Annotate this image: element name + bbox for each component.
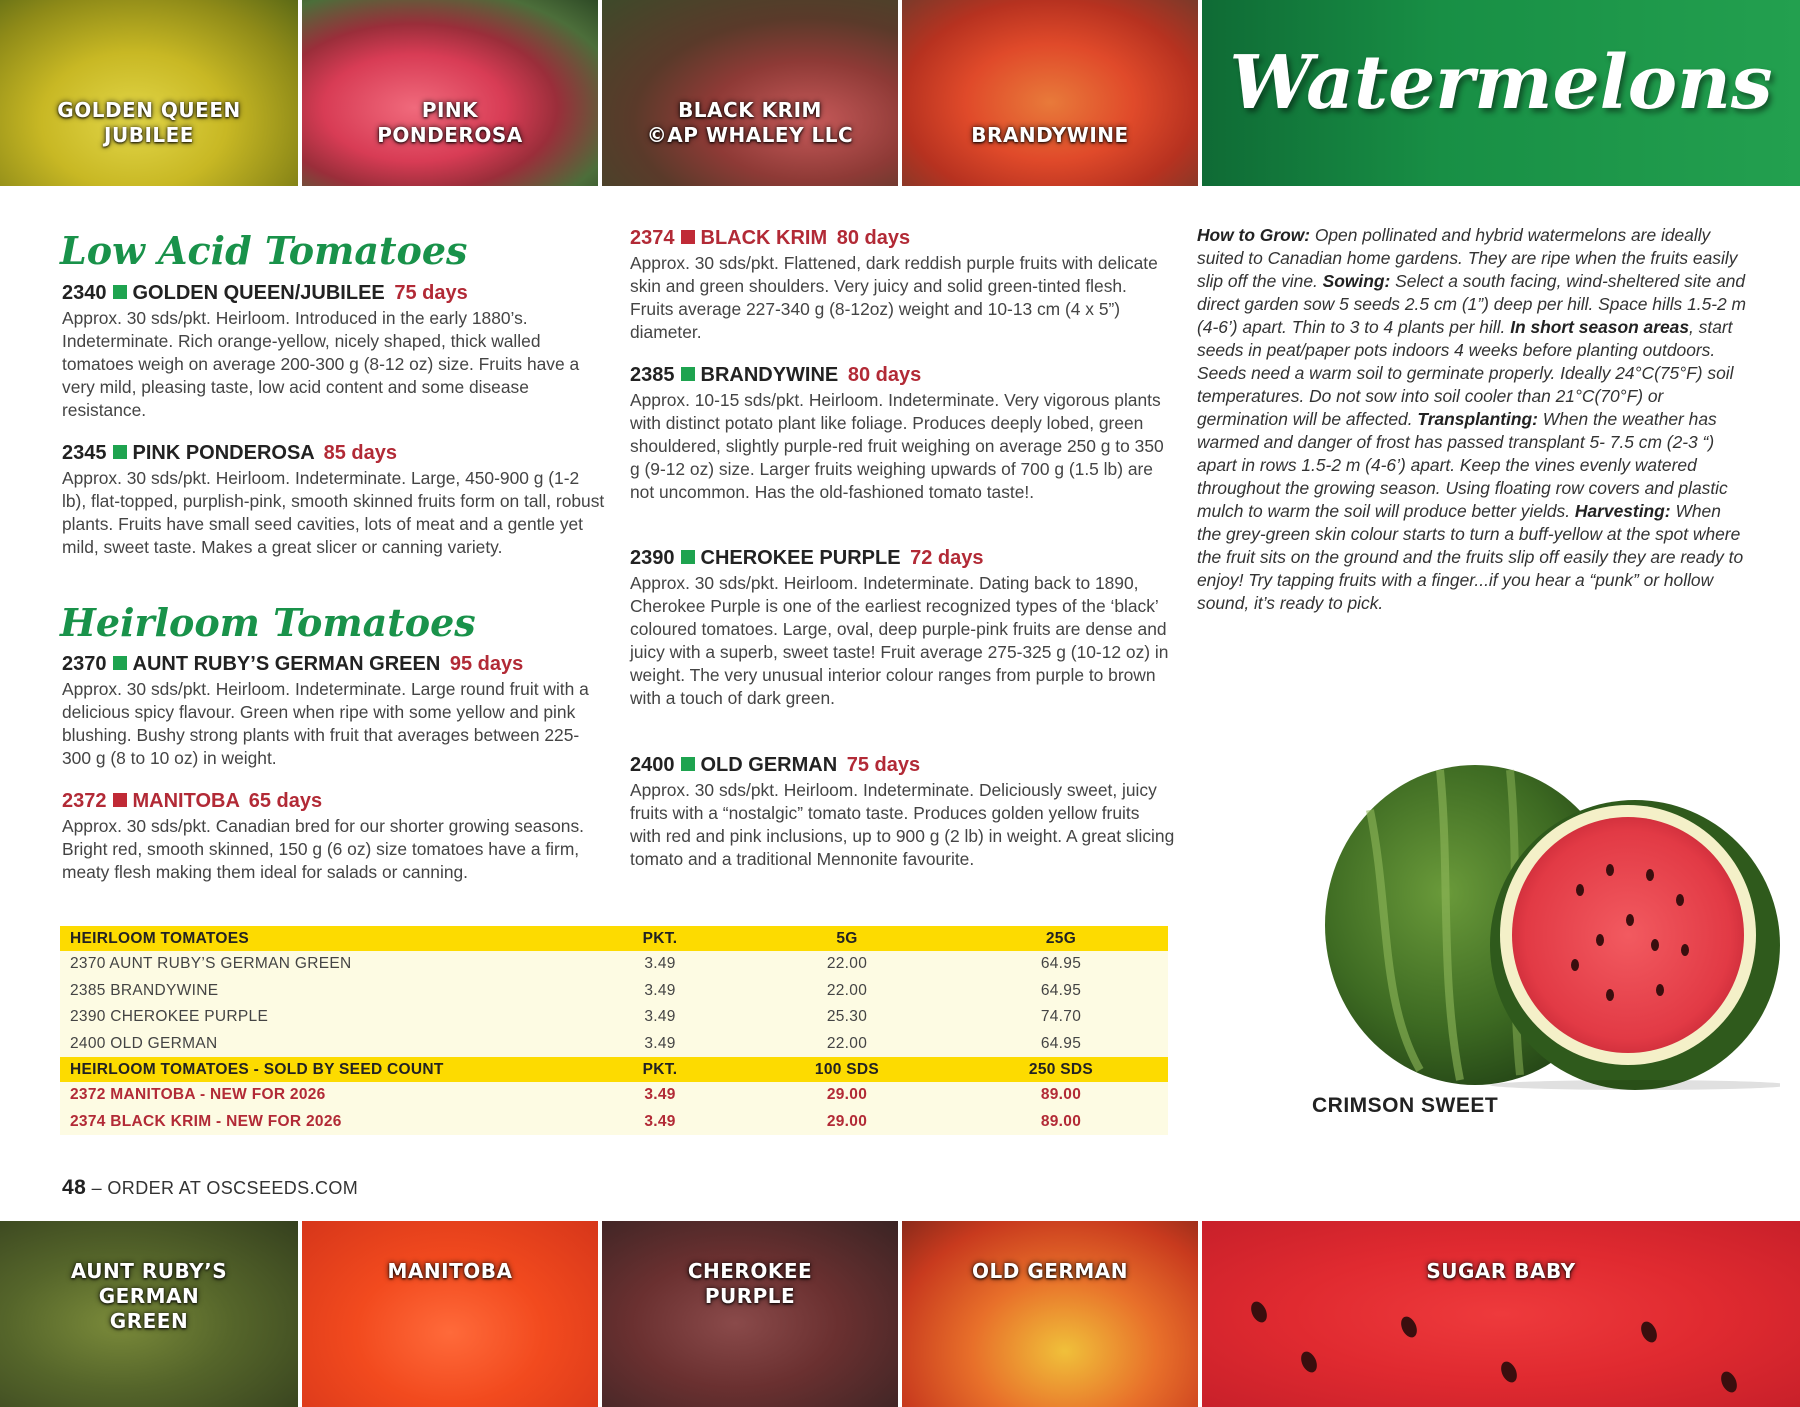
product-2385: [630, 362, 1175, 504]
photo-cherokee-purple: [602, 1221, 898, 1407]
product-description: Approx. 30 sds/pkt. Heirloom. Indeterminate. Dating back to 1890, Cherokee Purple is one of the earliest recognized types of the ‘black’ coloured tomatoes. Large, oval, deep purple-pink fruits are dense and juicy with a superb, sweet taste! Fruit average 275-325 g (10-12 oz) in weight. The very unusual interior colour ranges from purple to brown with a touch of dark green.: [630, 573, 1169, 708]
table-row: 2370 AUNT RUBY’S GERMAN GREEN 3.49 22.00 64.95: [60, 951, 1168, 978]
watermelons-banner: [1202, 0, 1800, 186]
photo-caption: SUGAR BABY: [1426, 1259, 1576, 1283]
table-row: 2374 BLACK KRIM - NEW FOR 2026 3.49 29.00 89.00: [60, 1109, 1168, 1136]
product-description: Approx. 30 sds/pkt. Flattened, dark reddish purple fruits with delicate skin and green shoulders. Very juicy and solid green-tinted flesh. Fruits average 227-340 g (8-12oz) weight and 10-13 cm (4 x 5”) diameter.: [630, 253, 1158, 342]
product-heading: 2345 PINK PONDEROSA 85 days: [62, 442, 397, 464]
photo-brandywine: [902, 0, 1198, 186]
product-2340: [62, 280, 607, 422]
product-description: Approx. 30 sds/pkt. Heirloom. Introduced in the early 1880’s. Indeterminate. Rich orange-yellow, nicely shaped, thick walled tomatoes weigh on average 200-300 g (8-12 oz) size. Fruits have a very mild, pleasing taste, low acid content and some disease resistance.: [62, 308, 580, 420]
table-row: 2372 MANITOBA - NEW FOR 2026 3.49 29.00 89.00: [60, 1082, 1168, 1109]
product-heading: 2370 AUNT RUBY’S GERMAN GREEN 95 days: [62, 653, 524, 675]
green-square-icon: [113, 445, 127, 459]
page-footer: 48 – ORDER AT OSCSEEDS.COM: [62, 1176, 359, 1199]
table-header: HEIRLOOM TOMATOES - SOLD BY SEED COUNT PKT. 100 SDS 250 SDS: [60, 1057, 1168, 1082]
table-row: 2400 OLD GERMAN 3.49 22.00 64.95: [60, 1031, 1168, 1058]
photo-black-krim: [602, 0, 898, 186]
photo-caption: BRANDYWINE: [971, 123, 1129, 147]
red-square-icon: [681, 230, 695, 244]
green-square-icon: [113, 285, 127, 299]
product-heading: 2400 OLD GERMAN 75 days: [630, 754, 921, 776]
photo-pink-ponderosa: [302, 0, 598, 186]
product-description: Approx. 30 sds/pkt. Canadian bred for our shorter growing seasons. Bright red, smooth skinned, 150 g (6 oz) size tomatoes have a firm, meaty flesh making them ideal for salads or canning.: [62, 816, 585, 882]
product-heading: 2372 MANITOBA 65 days: [62, 790, 323, 812]
photo-sugar-baby: [1202, 1221, 1800, 1407]
photo-caption: CHEROKEE PURPLE: [687, 1259, 813, 1308]
product-heading: 2340 GOLDEN QUEEN/JUBILEE 75 days: [62, 282, 468, 304]
order-link-text: ORDER AT OSCSEEDS.COM: [107, 1178, 359, 1198]
table-header: HEIRLOOM TOMATOES PKT. 5G 25G: [60, 926, 1168, 951]
seed-shape: [1398, 1314, 1420, 1340]
product-2372: [62, 788, 607, 884]
table-row: 2390 CHEROKEE PURPLE 3.49 25.30 74.70: [60, 1004, 1168, 1031]
table-row: 2385 BRANDYWINE 3.49 22.00 64.95: [60, 978, 1168, 1005]
photo-caption: AUNT RUBY’S GERMAN GREEN: [70, 1259, 228, 1333]
how-to-grow-text: How to Grow: Open pollinated and hybrid watermelons are ideally suited to Canadian home gardens. They are ripe when the fruits easily slip off the vine. Sowing: Select a south facing, wind-sheltered site and direct garden sow 5 seeds 2.5 cm (1”) deep per hill. Space hills 1.5-2 m (4-6’) apart. Thin to 3 to 4 plants per hill. In short season areas, start seeds in peat/paper pots indoors 4 weeks before planting outdoors. Seeds need a warm soil to germinate properly. Ideally 24°C(75°F) soil temperatures. Do not sow into soil cooler than 21°C(70°F) or germination will be affected. Transplanting: When the weather has warmed and danger of frost has passed transplant 5- 7.5 cm (2-3 “) apart in rows 1.5-2 m (4-6’) apart. Keep the vines evenly watered throughout the growing season. Using floating row covers and plastic mulch to warm the soil will produce better yields. Harvesting: When the grey-green skin colour starts to turn a buff-yellow at the spot where the fruit sits on the ground and the fruits slip off easily they are ready to enjoy! Try tapping fruits with a finger...if you hear a “punk” or hollow sound, it’s ready to pick.: [1197, 225, 1747, 613]
photo-manitoba: [302, 1221, 598, 1407]
photo-caption: MANITOBA: [387, 1259, 513, 1283]
product-2400: [630, 752, 1175, 871]
product-description: Approx. 30 sds/pkt. Heirloom. Indeterminate. Deliciously sweet, juicy fruits with a “nostalgic” tomato taste. Produces golden yellow fruits with red and pink inclusions, up to 900 g (2 lb) in weight. A great slicing tomato and a traditional Mennonite favourite.: [630, 780, 1175, 869]
photo-caption: BLACK KRIM ©AP WHALEY LLC: [646, 98, 854, 147]
photo-old-german: [902, 1221, 1198, 1407]
photo-caption: OLD GERMAN: [972, 1259, 1128, 1283]
watermelon-image: [1310, 750, 1780, 1090]
product-heading: 2390 CHEROKEE PURPLE 72 days: [630, 547, 984, 569]
green-square-icon: [681, 550, 695, 564]
product-heading: 2385 BRANDYWINE 80 days: [630, 364, 922, 386]
seed-shape: [1718, 1369, 1740, 1395]
green-square-icon: [681, 757, 695, 771]
melon-caption: CRIMSON SWEET: [1312, 1094, 1499, 1117]
page-number: 48: [62, 1176, 87, 1199]
price-table-heirloom: [60, 926, 1168, 1135]
product-2370: [62, 651, 607, 770]
product-description: Approx. 30 sds/pkt. Heirloom. Indeterminate. Large round fruit with a delicious spicy flavour. Green when ripe with some yellow and pink blushing. Bushy strong plants with fruit that averages between 225-300 g (8 to 10 oz) in weight.: [62, 679, 589, 768]
photo-caption: GOLDEN QUEEN JUBILEE: [57, 98, 241, 147]
product-heading: 2374 BLACK KRIM 80 days: [630, 227, 911, 249]
photo-caption: PINK PONDEROSA: [377, 98, 523, 147]
product-2345: [62, 440, 607, 559]
seed-shape: [1638, 1319, 1660, 1345]
green-square-icon: [681, 367, 695, 381]
product-description: Approx. 10-15 sds/pkt. Heirloom. Indeterminate. Very vigorous plants with distinct potato plant like foliage. Produces deeply lobed, green shouldered, slightly purple-red fruit weighing on average 250 g to 350 g (9-12 oz) size. Larger fruits weighing upwards of 700 g (1.5 lb) are not uncommon. Has the old-fashioned tomato taste!.: [630, 390, 1164, 502]
photo-golden-queen-jubilee: [0, 0, 298, 186]
seed-shape: [1298, 1349, 1320, 1375]
section-heading-heirloom: Heirloom Tomatoes: [60, 600, 476, 645]
product-2374: [630, 225, 1175, 344]
photo-aunt-rubys-german-green: [0, 1221, 298, 1407]
banner-title: Watermelons: [1229, 40, 1773, 126]
seed-shape: [1248, 1299, 1270, 1325]
green-square-icon: [113, 656, 127, 670]
product-2390: [630, 545, 1175, 710]
section-heading-low-acid: Low Acid Tomatoes: [60, 228, 468, 273]
product-description: Approx. 30 sds/pkt. Heirloom. Indeterminate. Large, 450-900 g (1-2 lb), flat-topped, purplish-pink, smooth skinned fruits form on tall, robust plants. Fruits have small seed cavities, lots of meat and a gentle yet mild, sweet taste. Makes a great slicer or canning variety.: [62, 468, 605, 557]
red-square-icon: [113, 793, 127, 807]
seed-shape: [1498, 1359, 1520, 1385]
